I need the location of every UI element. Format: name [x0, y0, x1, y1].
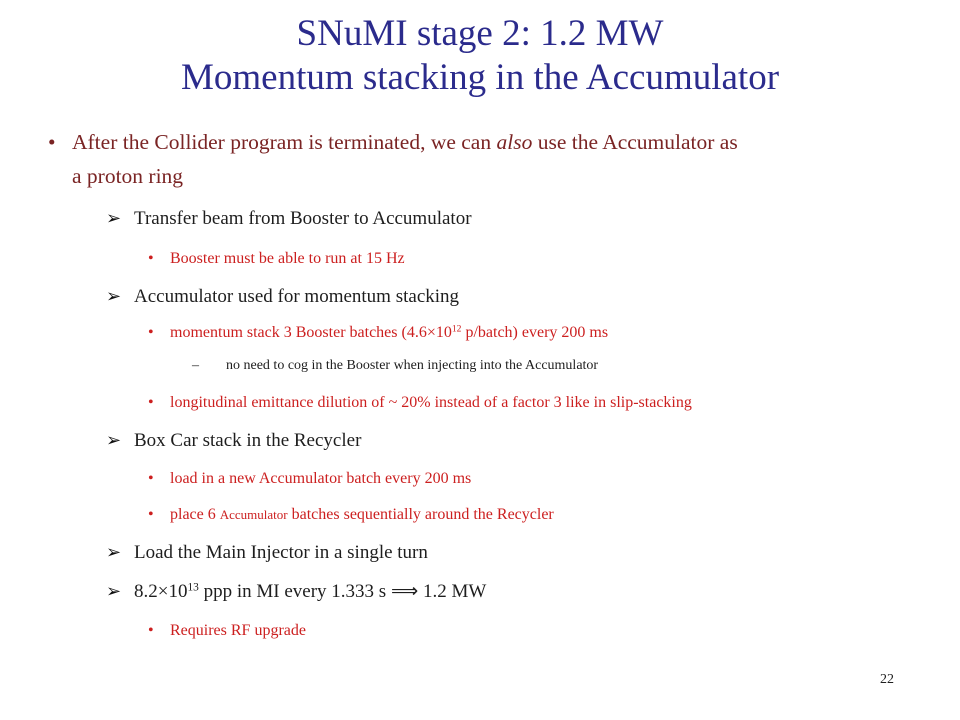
bullet-dot-icon: •: [148, 470, 154, 487]
bullet-main-italic: also: [496, 130, 533, 154]
bullet-dot-icon: •: [148, 506, 154, 523]
item-no-cog-text: no need to cog in the Booster when injecting into the Accumulator: [226, 358, 599, 373]
ppp-text-a: 8.2×10: [134, 581, 188, 602]
slide-title: [0, 12, 960, 100]
ppp-text-b: ppp in MI every 1.333 s: [198, 581, 391, 602]
bullet-main-continuation: a proton ring: [72, 164, 184, 188]
page-number: 22: [880, 672, 894, 687]
arrowhead-icon: ➢: [106, 208, 122, 228]
ppp-exponent: 13: [187, 581, 199, 594]
item-accum-used-text: Accumulator used for momentum stacking: [134, 286, 460, 307]
arrowhead-icon: ➢: [106, 430, 122, 450]
mom-stack-text-b: p/batch) every 200 ms: [461, 324, 609, 341]
bullet-dot-icon: •: [148, 250, 154, 267]
bullet-main-text-a: After the Collider program is terminated, we can: [72, 130, 497, 154]
bullet-dot-icon: •: [148, 324, 154, 341]
bullet-dot-icon: •: [148, 622, 154, 639]
bullet-main: [48, 130, 738, 155]
item-booster-15hz: [148, 250, 405, 268]
item-rf-text: Requires RF upgrade: [170, 622, 306, 639]
item-rf: [148, 622, 306, 640]
item-accum-used: [106, 286, 459, 308]
title-line-1: SNuMI stage 2: 1.2 MW: [296, 13, 664, 54]
item-booster-15hz-text: Booster must be able to run at 15 Hz: [170, 250, 405, 267]
place6-small: Accumulator: [219, 507, 288, 522]
arrowhead-icon: ➢: [106, 542, 122, 562]
item-load-new-text: load in a new Accumulator batch every 200 ms: [170, 470, 472, 487]
item-place-6: [148, 506, 554, 524]
ppp-text-c: 1.2 MW: [418, 581, 487, 602]
item-load-main-text: Load the Main Injector in a single turn: [134, 542, 428, 563]
mom-stack-exponent: 12: [451, 323, 462, 335]
item-boxcar: [106, 430, 361, 452]
arrowhead-icon: ➢: [106, 581, 122, 601]
item-momentum-stack: [148, 324, 608, 342]
item-ppp: [106, 580, 486, 603]
dash-icon: –: [192, 358, 199, 373]
arrowhead-icon: ➢: [106, 286, 122, 306]
bullet-main-text-b: use the Accumulator as: [532, 130, 738, 154]
place6-text-a: place 6: [170, 506, 220, 523]
bullet-dot-icon: •: [148, 394, 154, 411]
item-load-new: [148, 470, 471, 488]
item-load-main: [106, 542, 428, 564]
bullet-dot-icon: •: [48, 130, 56, 154]
item-longitudinal: [148, 394, 692, 412]
item-no-cog: [192, 358, 598, 374]
implies-icon: ⟹: [390, 581, 419, 602]
mom-stack-text-a: momentum stack 3 Booster batches (4.6×10: [170, 324, 452, 341]
place6-text-b: batches sequentially around the Recycler: [287, 506, 554, 523]
title-line-2: Momentum stacking in the Accumulator: [180, 57, 780, 98]
item-longitudinal-text: longitudinal emittance dilution of ~ 20% instead of a factor 3 like in slip-stacking: [170, 394, 692, 411]
item-transfer: [106, 208, 472, 230]
item-boxcar-text: Box Car stack in the Recycler: [134, 430, 362, 451]
item-transfer-text: Transfer beam from Booster to Accumulator: [134, 208, 472, 229]
